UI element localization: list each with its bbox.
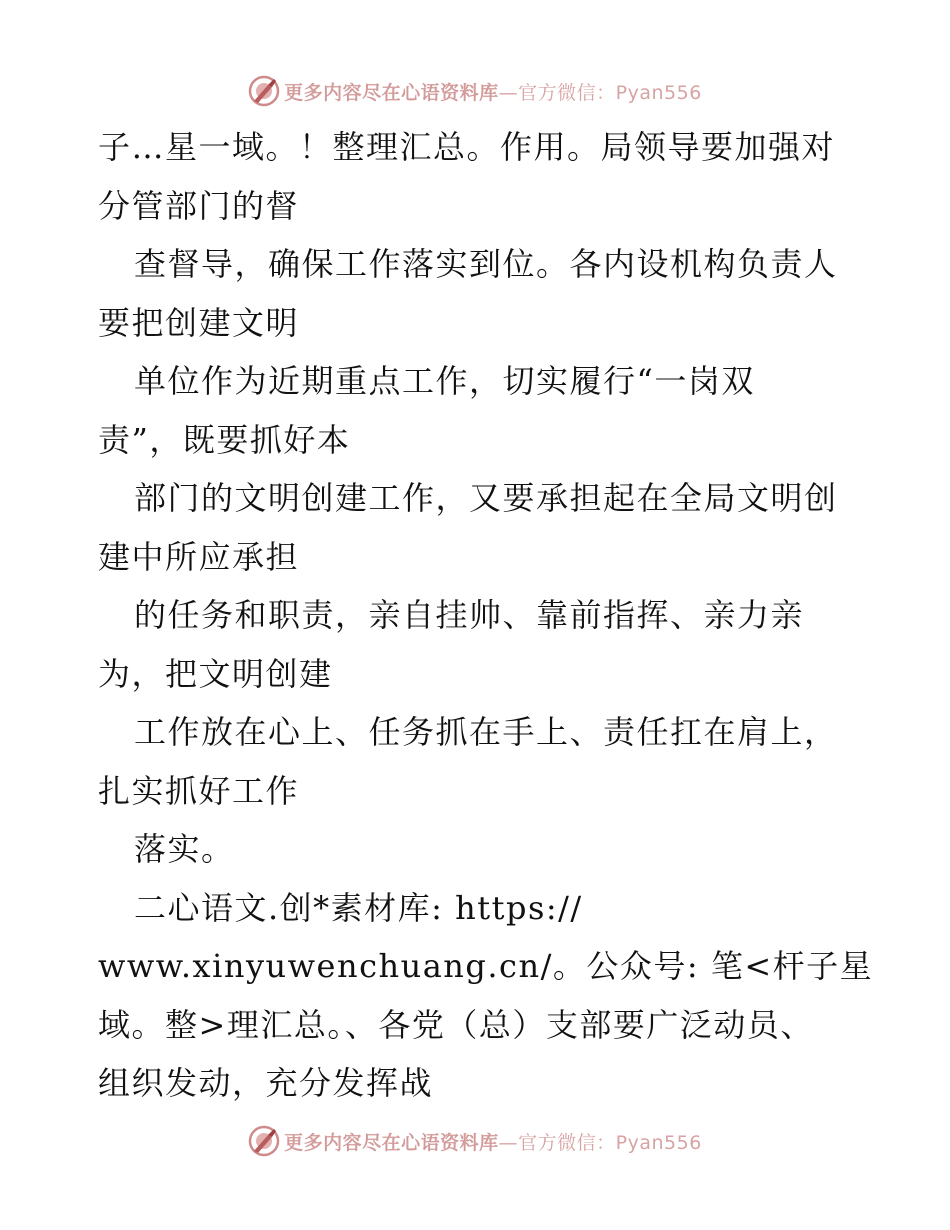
text-line: 域。整>理汇总。、各党（总）支部要广泛动员、 xyxy=(98,1005,814,1044)
footer-watermark-banner xyxy=(0,1121,950,1161)
text-line: 落实。 xyxy=(134,830,235,868)
text-line: 单位作为近期重点工作，切实履行“一岗双 xyxy=(134,362,755,400)
text-line: 二心语文.创*素材库: https:// xyxy=(134,888,583,927)
text-line: 子…星一域。！整理汇总。作用。局领导要加强对 xyxy=(98,128,836,166)
text-line: 责”，既要抓好本 xyxy=(98,420,351,459)
text-line: 要把创建文明 xyxy=(98,303,300,342)
footer-watermark-text: 更多内容尽在心语资料库—官方微信：Pyan556 xyxy=(284,1131,702,1154)
header-watermark-banner xyxy=(0,71,950,111)
text-line: 的任务和职责，亲自挂帅、靠前指挥、亲力亲 xyxy=(134,596,805,634)
text-line: 扎实抓好工作 xyxy=(98,771,300,810)
pen-logo-icon xyxy=(248,75,280,107)
text-line: 建中所应承担 xyxy=(98,537,300,576)
pen-logo-icon xyxy=(248,1125,280,1157)
text-line: 查督导，确保工作落实到位。各内设机构负责人 xyxy=(134,245,838,283)
text-line: 分管部门的督 xyxy=(98,186,300,225)
document-body xyxy=(98,118,874,1113)
text-line: 为，把文明创建 xyxy=(98,654,333,693)
text-line: www.xinyuwenchuang.cn/。公众号: 笔<杆子星 xyxy=(98,947,874,985)
header-watermark-text: 更多内容尽在心语资料库—官方微信：Pyan556 xyxy=(284,81,702,104)
text-line: 部门的文明创建工作，又要承担起在全局文明创 xyxy=(134,479,838,517)
text-line: 工作放在心上、任务抓在手上、责任扛在肩上， xyxy=(134,713,838,751)
text-line: 组织发动，充分发挥战 xyxy=(98,1064,434,1102)
